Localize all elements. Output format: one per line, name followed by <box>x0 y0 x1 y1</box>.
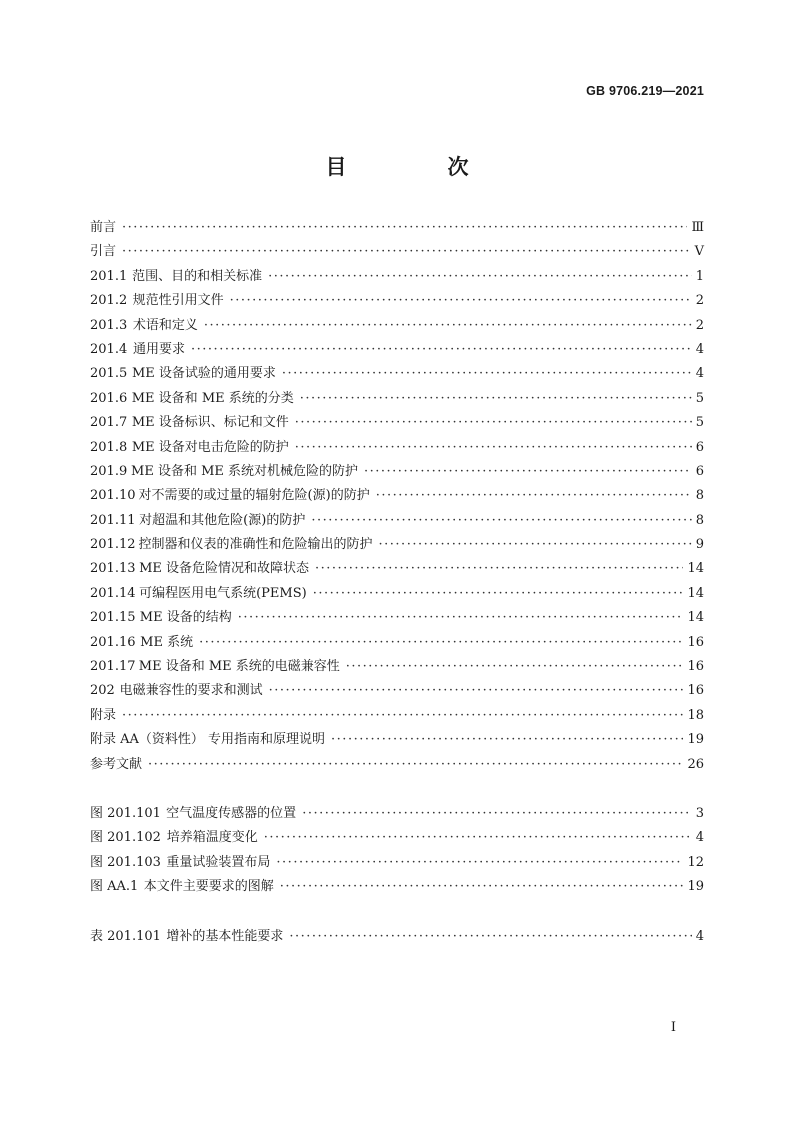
toc-entry[interactable] <box>90 679 704 703</box>
entry-page-number: 4 <box>695 366 704 382</box>
dot-leader <box>204 318 692 333</box>
entry-title: 对不需要的或过量的辐射危险(源)的防护 <box>138 488 370 504</box>
dot-leader <box>302 806 692 821</box>
entry-title: 附录 AA（资料性） 专用指南和原理说明 <box>90 732 326 748</box>
entry-page-number: 26 <box>687 756 704 772</box>
toc-entry[interactable] <box>90 509 704 533</box>
entry-title: ME 设备和 ME 系统对机械危险的防护 <box>131 463 359 479</box>
entry-number: 201.16 <box>90 634 136 650</box>
entry-number: 201.10 <box>90 488 136 504</box>
entry-number: 201.17 <box>90 659 136 675</box>
toc-entry[interactable] <box>90 338 704 362</box>
entry-number: 201.6 <box>90 390 128 406</box>
entry-title: 规范性引用文件 <box>132 293 224 309</box>
entry-page-number: Ⅲ <box>691 220 704 235</box>
dot-leader <box>122 220 687 235</box>
entry-page-number: 12 <box>687 854 704 870</box>
toc-entry[interactable] <box>90 387 704 411</box>
entry-title: 参考文献 <box>90 756 143 772</box>
entry-number: 图 201.103 <box>90 854 161 870</box>
entry-title: ME 设备危险情况和故障状态 <box>139 561 309 577</box>
toc-entry[interactable] <box>90 484 704 508</box>
dot-leader <box>191 342 692 357</box>
dot-leader <box>276 855 683 870</box>
entry-number: 201.12 <box>90 537 136 553</box>
dot-leader <box>379 537 692 552</box>
entry-title: ME 设备试验的通用要求 <box>131 366 276 382</box>
entry-page-number: 1 <box>695 268 704 284</box>
toc-entry[interactable] <box>90 265 704 289</box>
entry-title: 重量试验装置布局 <box>166 854 271 870</box>
entry-page-number: 8 <box>695 488 704 504</box>
entry-title: ME 设备标识、标记和文件 <box>131 415 289 431</box>
entry-number: 图 201.102 <box>90 830 161 846</box>
toc-entry[interactable] <box>90 582 704 606</box>
dot-leader <box>313 586 684 601</box>
dot-leader <box>376 488 692 503</box>
dot-leader <box>282 366 692 381</box>
dot-leader <box>269 683 684 698</box>
toc-entry[interactable] <box>90 728 704 752</box>
standard-code: GB 9706.219—2021 <box>586 84 704 98</box>
entry-number: 201.8 <box>90 439 128 455</box>
entry-title: 引言 <box>90 244 117 260</box>
page-title: 目 次 <box>325 154 509 179</box>
figure-list <box>90 802 704 900</box>
figure-entry[interactable] <box>90 851 704 875</box>
dot-leader <box>280 879 684 894</box>
toc-entry[interactable] <box>90 753 704 777</box>
dot-leader <box>346 659 684 674</box>
dot-leader <box>122 708 683 723</box>
dot-leader <box>295 440 692 455</box>
entry-page-number: 8 <box>695 512 704 528</box>
toc-entry[interactable] <box>90 655 704 679</box>
entry-page-number: 9 <box>695 537 704 553</box>
entry-number: 201.15 <box>90 610 136 626</box>
figure-entry[interactable] <box>90 875 704 899</box>
entry-page-number: 14 <box>687 561 704 577</box>
toc-entry[interactable] <box>90 704 704 728</box>
dot-leader <box>148 757 683 772</box>
entry-title: 对超温和其他危险(源)的防护 <box>139 512 306 528</box>
entry-number: 201.1 <box>90 268 128 284</box>
figure-entry[interactable] <box>90 826 704 850</box>
entry-number: 201.2 <box>90 293 128 309</box>
entry-number: 201.4 <box>90 341 128 357</box>
entry-title: ME 系统 <box>140 634 194 650</box>
toc-entry[interactable] <box>90 216 704 240</box>
toc-entry[interactable] <box>90 533 704 557</box>
entry-page-number: 6 <box>695 463 704 479</box>
entry-page-number: 19 <box>687 879 704 895</box>
entry-number: 201.14 <box>90 585 136 601</box>
entry-page-number: 2 <box>695 317 704 333</box>
dot-leader <box>289 929 691 944</box>
entry-page-number: 14 <box>687 585 704 601</box>
page-number: I <box>670 1020 676 1035</box>
entry-title: 通用要求 <box>133 341 186 357</box>
entry-number: 201.3 <box>90 317 128 333</box>
entry-title: 本文件主要要求的图解 <box>143 879 274 895</box>
dot-leader <box>264 830 692 845</box>
entry-page-number: 3 <box>695 806 704 821</box>
dot-leader <box>364 464 692 479</box>
toc-entry[interactable] <box>90 436 704 460</box>
entry-page-number: 5 <box>695 390 704 406</box>
entry-page-number: 6 <box>695 439 704 455</box>
entry-page-number: 5 <box>695 415 704 431</box>
entry-page-number: 4 <box>695 830 704 846</box>
dot-leader <box>300 391 692 406</box>
entry-number: 201.11 <box>90 512 136 528</box>
dot-leader <box>238 610 684 625</box>
entry-title: 术语和定义 <box>132 317 198 333</box>
dot-leader <box>199 635 683 650</box>
entry-title: ME 设备和 ME 系统的分类 <box>131 390 294 406</box>
entry-title: 可编程医用电气系统(PEMS) <box>139 585 307 601</box>
entry-number: 图 201.101 <box>90 806 161 821</box>
entry-page-number: 19 <box>687 732 704 748</box>
toc-list <box>90 216 704 777</box>
dot-leader <box>315 561 683 576</box>
entry-number: 201.7 <box>90 415 128 431</box>
entry-page-number: 18 <box>687 707 704 723</box>
entry-page-number: 14 <box>687 610 704 626</box>
toc-entry[interactable] <box>90 631 704 655</box>
entry-number: 202 <box>90 683 115 699</box>
dot-leader <box>311 513 691 528</box>
dot-leader <box>230 293 692 308</box>
entry-title: ME 设备的结构 <box>139 610 232 626</box>
entry-number: 201.13 <box>90 561 136 577</box>
toc-entry[interactable] <box>90 289 704 313</box>
toc-entry[interactable] <box>90 362 704 386</box>
entry-title: 前言 <box>90 220 117 235</box>
entry-title: ME 设备对电击危险的防护 <box>131 439 289 455</box>
dot-leader <box>122 244 691 259</box>
entry-title: 电磁兼容性的要求和测试 <box>119 683 263 699</box>
entry-number: 201.5 <box>90 366 128 382</box>
entry-title: 范围、目的和相关标准 <box>132 268 263 284</box>
entry-page-number: 2 <box>695 293 704 309</box>
figure-entry[interactable] <box>90 802 704 826</box>
entry-page-number: 16 <box>687 659 704 675</box>
entry-number: 图 AA.1 <box>90 879 139 895</box>
entry-title: ME 设备和 ME 系统的电磁兼容性 <box>138 659 340 675</box>
toc-entry[interactable] <box>90 240 704 264</box>
entry-title: 培养箱温度变化 <box>166 830 258 846</box>
toc-entry[interactable] <box>90 460 704 484</box>
dot-leader <box>268 269 692 284</box>
entry-title: 空气温度传感器的位置 <box>166 806 297 821</box>
entry-page-number: 4 <box>695 929 704 944</box>
dot-leader <box>331 732 683 747</box>
toc-entry[interactable] <box>90 606 704 630</box>
table-list <box>90 925 704 949</box>
entry-page-number: 16 <box>687 683 704 699</box>
toc-entry[interactable] <box>90 557 704 581</box>
toc-entry[interactable] <box>90 411 704 435</box>
entry-title: 附录 <box>90 707 117 723</box>
dot-leader <box>295 415 692 430</box>
entry-number: 201.9 <box>90 463 128 479</box>
table-entry[interactable] <box>90 925 704 949</box>
entry-page-number: 4 <box>695 341 704 357</box>
entry-title: 增补的基本性能要求 <box>166 929 284 944</box>
entry-number: 表 201.101 <box>90 929 161 944</box>
entry-title: 控制器和仪表的准确性和危险输出的防护 <box>138 537 373 553</box>
toc-entry[interactable] <box>90 314 704 338</box>
entry-page-number: Ⅴ <box>694 244 704 260</box>
entry-page-number: 16 <box>687 634 704 650</box>
